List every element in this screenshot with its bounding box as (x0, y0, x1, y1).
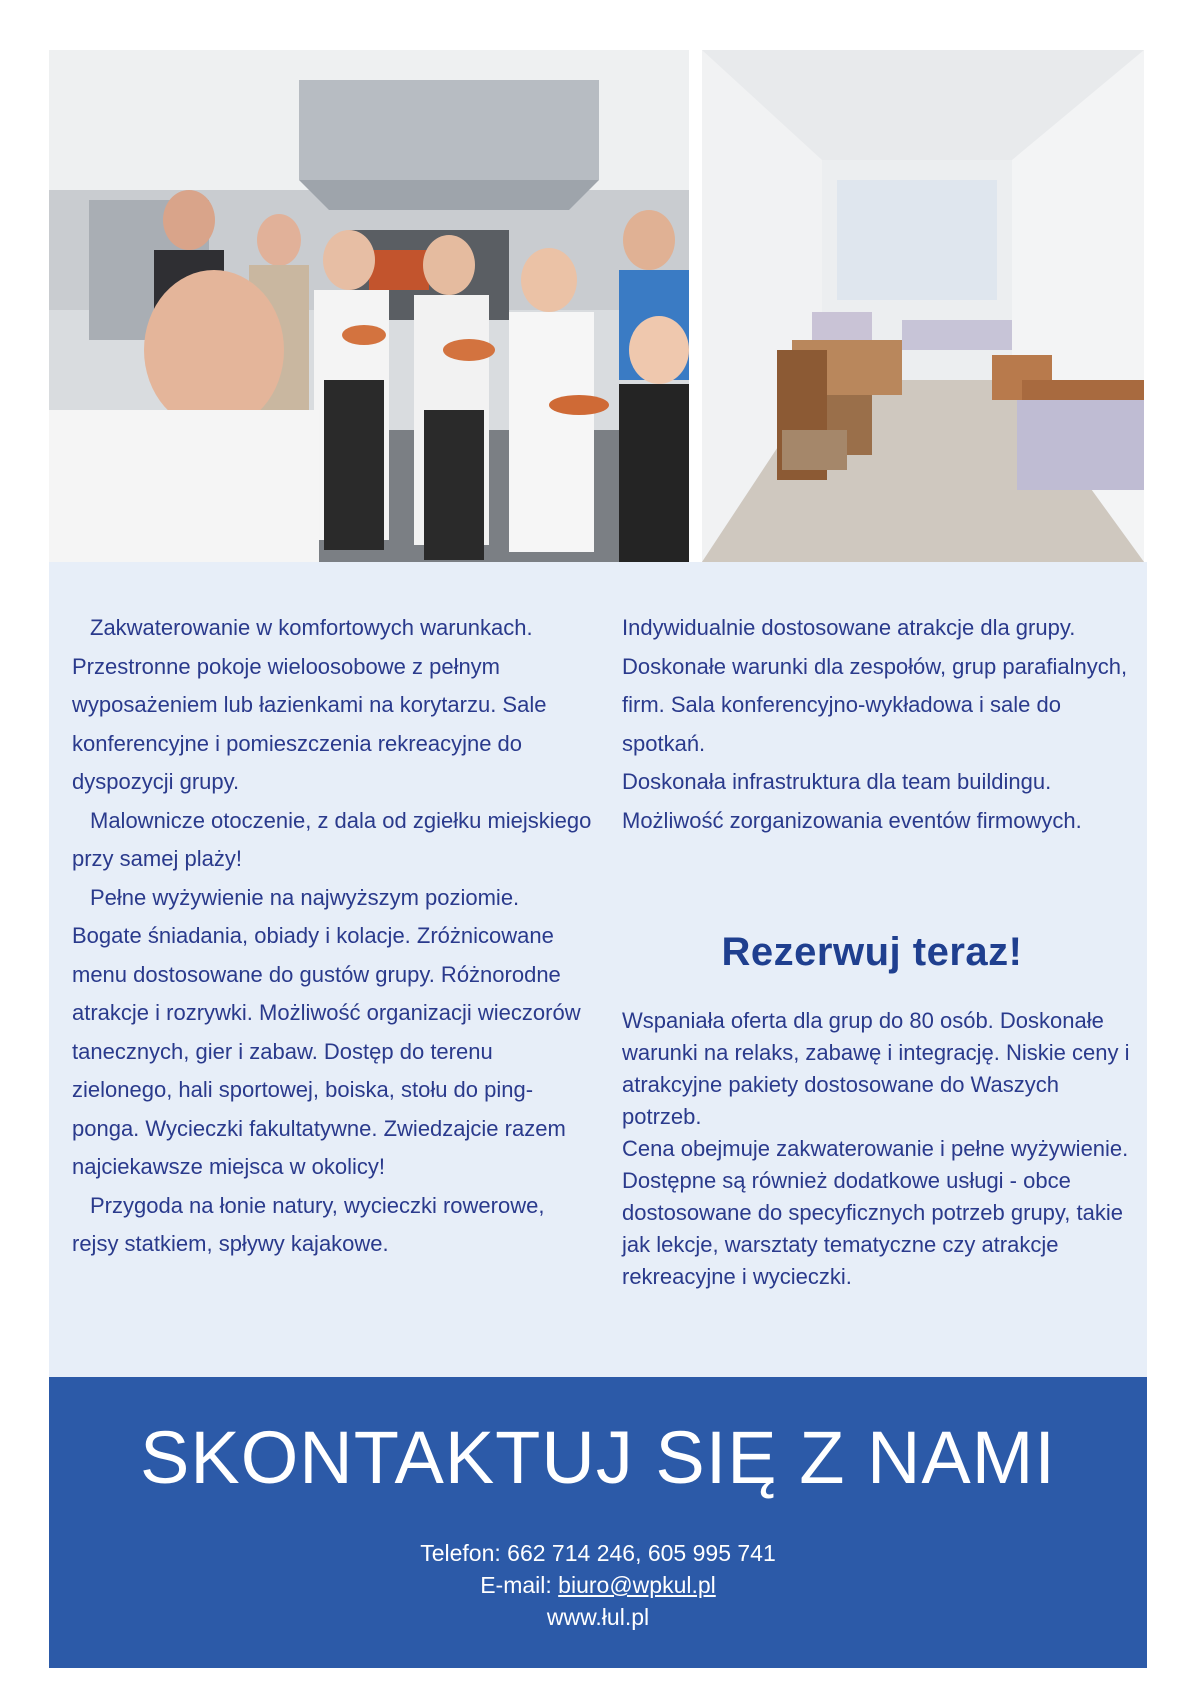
reserve-heading: Rezerwuj teraz! (721, 930, 1023, 974)
right-column (622, 609, 1142, 840)
kitchen-photo-illustration (49, 50, 689, 562)
email-label: E-mail: (480, 1572, 559, 1598)
phone-line: Telefon: 662 714 246, 605 995 741 (420, 1540, 776, 1566)
teambuilding-paragraph: Doskonała infrastruktura dla team buildingu. Możliwość zorganizowania eventów firmowych. (622, 769, 1082, 833)
contact-heading: SKONTAKTUJ SIĘ Z NAMI (140, 1416, 1056, 1499)
price-paragraph: Cena obejmuje zakwaterowanie i pełne wyżywienie. Dostępne są również dodatkowe usługi - obce dostosowane do specyficznych potrzeb grupy, takie jak lekcje, warsztaty tematyczne czy atrakcje rekreacyjne i wycieczki. (622, 1136, 1129, 1289)
left-column (72, 609, 592, 1264)
kitchen-group-photo (49, 50, 689, 562)
surroundings-paragraph: Malownicze otoczenie, z dala od zgiełku miejskiego przy samej plaży! (72, 807, 592, 871)
contact-section (49, 1377, 1147, 1668)
attractions-paragraph: Indywidualnie dostosowane atrakcje dla grupy. Doskonałe warunki dla zespołów, grup parafialnych, firm. Sala konferencyjno-wykładowa i sale do spotkań. (622, 615, 1128, 756)
website-link[interactable]: www.łul.pl (546, 1604, 650, 1630)
email-line (49, 1569, 1147, 1601)
reserve-text (622, 1005, 1142, 1293)
accommodation-paragraph: Zakwaterowanie w komfortowych warunkach. Przestronne pokoje wieloosobowe z pełnym wyposażeniem lub łazienkami na korytarzu. Sale konferencyjne i pomieszczenia rekreacyjne do dyspozycji grupy. (72, 615, 547, 794)
board-paragraph: Pełne wyżywienie na najwyższym poziomie. Bogate śniadania, obiady i kolacje. Zróżnicowane menu dostosowane do gustów grupy. Różnorodne atrakcje i rozrywki. Możliwość organizacji wieczorów tanecznych, gier i zabaw. Dostęp do terenu zielonego, hali sportowej, boiska, stołu do ping-ponga. Wycieczki fakultatywne. Zwiedzajcie razem najciekawsze miejsca w okolicy! (72, 884, 581, 1179)
email-link[interactable]: biuro@wpkul.pl (558, 1572, 716, 1598)
offer-paragraph: Wspaniała oferta dla grup do 80 osób. Doskonałe warunki na relaks, zabawę i integrację. Niskie ceny i atrakcyjne pakiety dostosowane do Waszych potrzeb. (622, 1008, 1130, 1129)
room-photo-illustration (702, 50, 1144, 562)
contact-details (49, 1537, 1147, 1633)
room-photo (702, 50, 1144, 562)
nature-paragraph: Przygoda na łonie natury, wycieczki rowerowe, rejsy statkiem, spływy kajakowe. (72, 1192, 545, 1256)
